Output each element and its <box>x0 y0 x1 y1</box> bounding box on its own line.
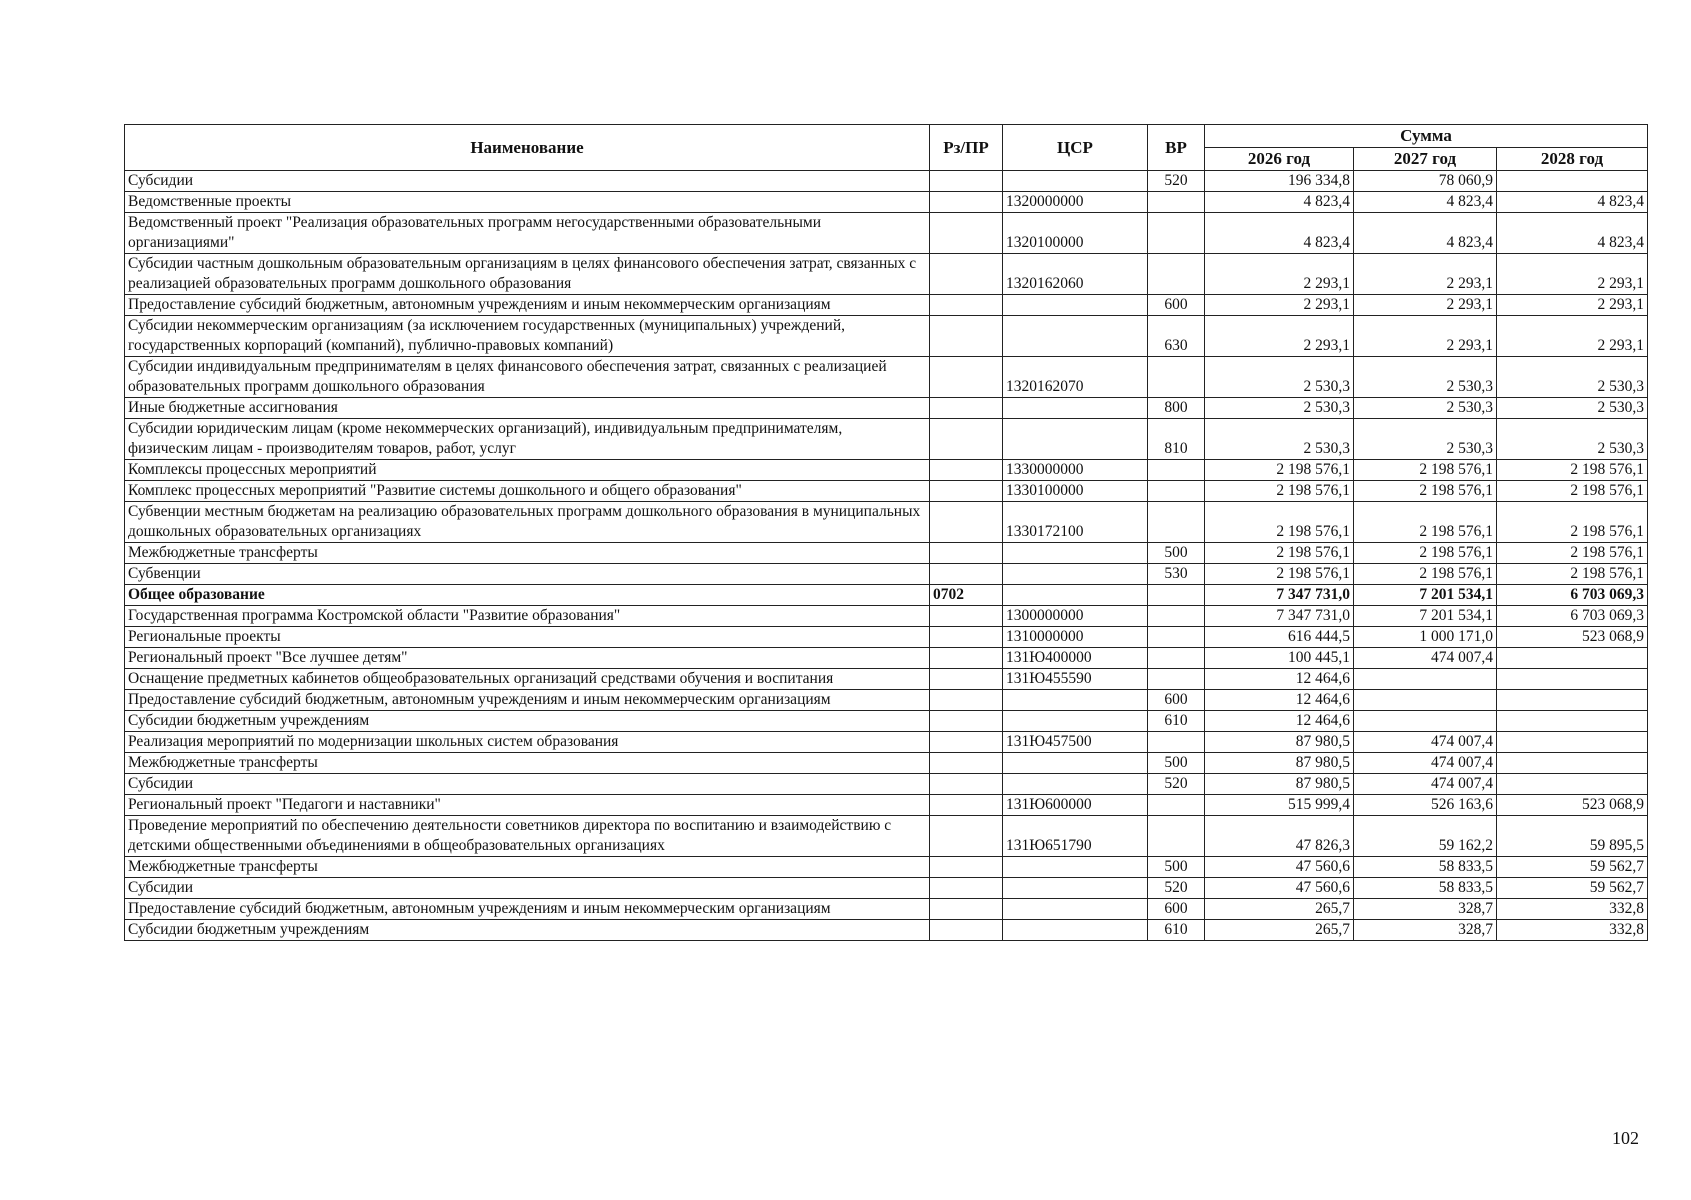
cell-2027 <box>1354 669 1497 690</box>
cell-name: Оснащение предметных кабинетов общеобразовательных организаций средствами обучения и воспитания <box>125 669 930 690</box>
table-row <box>125 816 1648 857</box>
cell-csr: 131Ю600000 <box>1003 795 1148 816</box>
cell-2026: 12 464,6 <box>1205 690 1354 711</box>
cell-name: Общее образование <box>125 585 930 606</box>
cell-csr <box>1003 295 1148 316</box>
page-number: 102 <box>1612 1128 1639 1148</box>
cell-rzpr <box>930 254 1003 295</box>
cell-csr <box>1003 398 1148 419</box>
cell-vr: 600 <box>1148 690 1205 711</box>
cell-csr: 1320100000 <box>1003 213 1148 254</box>
cell-csr: 1300000000 <box>1003 606 1148 627</box>
cell-2027: 4 823,4 <box>1354 213 1497 254</box>
cell-2028 <box>1497 669 1648 690</box>
cell-2026: 4 823,4 <box>1205 213 1354 254</box>
cell-2028 <box>1497 171 1648 192</box>
cell-2028: 4 823,4 <box>1497 213 1648 254</box>
cell-csr: 1330172100 <box>1003 502 1148 543</box>
table-row <box>125 171 1648 192</box>
cell-rzpr <box>930 213 1003 254</box>
cell-rzpr <box>930 357 1003 398</box>
cell-2027: 474 007,4 <box>1354 732 1497 753</box>
cell-2028: 6 703 069,3 <box>1497 606 1648 627</box>
cell-2027: 526 163,6 <box>1354 795 1497 816</box>
cell-2026: 47 560,6 <box>1205 878 1354 899</box>
cell-2026: 2 530,3 <box>1205 357 1354 398</box>
cell-csr: 131Ю457500 <box>1003 732 1148 753</box>
cell-2026: 2 198 576,1 <box>1205 564 1354 585</box>
header-year-2027: 2027 год <box>1354 148 1497 171</box>
cell-rzpr <box>930 878 1003 899</box>
cell-name: Предоставление субсидий бюджетным, автономным учреждениям и иным некоммерческим организациям <box>125 899 930 920</box>
cell-vr <box>1148 732 1205 753</box>
cell-rzpr <box>930 816 1003 857</box>
cell-name: Субсидии бюджетным учреждениям <box>125 920 930 941</box>
cell-rzpr <box>930 690 1003 711</box>
cell-csr: 1330100000 <box>1003 481 1148 502</box>
cell-csr <box>1003 753 1148 774</box>
budget-table <box>124 124 1648 941</box>
cell-vr <box>1148 816 1205 857</box>
cell-name: Иные бюджетные ассигнования <box>125 398 930 419</box>
cell-name: Комплекс процессных мероприятий "Развитие системы дошкольного и общего образования" <box>125 481 930 502</box>
cell-2026: 2 293,1 <box>1205 254 1354 295</box>
table-row <box>125 899 1648 920</box>
cell-vr: 520 <box>1148 774 1205 795</box>
cell-rzpr <box>930 419 1003 460</box>
cell-csr <box>1003 316 1148 357</box>
cell-vr: 520 <box>1148 878 1205 899</box>
cell-2027: 2 530,3 <box>1354 357 1497 398</box>
cell-2027: 328,7 <box>1354 920 1497 941</box>
cell-2028: 59 562,7 <box>1497 857 1648 878</box>
table-row <box>125 732 1648 753</box>
cell-vr: 500 <box>1148 857 1205 878</box>
cell-2027: 1 000 171,0 <box>1354 627 1497 648</box>
cell-rzpr <box>930 753 1003 774</box>
cell-name: Субвенции <box>125 564 930 585</box>
cell-csr: 131Ю400000 <box>1003 648 1148 669</box>
cell-2028: 332,8 <box>1497 920 1648 941</box>
cell-2028: 2 198 576,1 <box>1497 481 1648 502</box>
cell-2026: 616 444,5 <box>1205 627 1354 648</box>
cell-name: Субсидии <box>125 878 930 899</box>
cell-2028 <box>1497 732 1648 753</box>
cell-2027: 78 060,9 <box>1354 171 1497 192</box>
cell-rzpr <box>930 481 1003 502</box>
cell-rzpr <box>930 564 1003 585</box>
cell-2027: 2 198 576,1 <box>1354 481 1497 502</box>
cell-2026: 2 530,3 <box>1205 419 1354 460</box>
cell-vr: 810 <box>1148 419 1205 460</box>
cell-2026: 4 823,4 <box>1205 192 1354 213</box>
cell-2028: 2 198 576,1 <box>1497 564 1648 585</box>
table-row <box>125 192 1648 213</box>
table-row <box>125 481 1648 502</box>
cell-vr <box>1148 669 1205 690</box>
cell-name: Субсидии <box>125 171 930 192</box>
cell-2028 <box>1497 774 1648 795</box>
table-row <box>125 460 1648 481</box>
cell-name: Межбюджетные трансферты <box>125 543 930 564</box>
cell-name: Государственная программа Костромской области "Развитие образования" <box>125 606 930 627</box>
cell-name: Субсидии частным дошкольным образовательным организациям в целях финансового обеспечения затрат, связанных с реализацией образовательных программ дошкольного образования <box>125 254 930 295</box>
cell-vr: 600 <box>1148 899 1205 920</box>
table-row <box>125 213 1648 254</box>
cell-2027: 2 293,1 <box>1354 316 1497 357</box>
cell-csr: 1320162070 <box>1003 357 1148 398</box>
cell-vr <box>1148 213 1205 254</box>
cell-2026: 100 445,1 <box>1205 648 1354 669</box>
cell-vr: 800 <box>1148 398 1205 419</box>
cell-name: Субсидии <box>125 774 930 795</box>
cell-2026: 2 198 576,1 <box>1205 460 1354 481</box>
table-row <box>125 398 1648 419</box>
cell-csr <box>1003 878 1148 899</box>
cell-name: Межбюджетные трансферты <box>125 753 930 774</box>
cell-rzpr <box>930 316 1003 357</box>
cell-vr: 520 <box>1148 171 1205 192</box>
cell-vr <box>1148 254 1205 295</box>
cell-name: Региональный проект "Педагоги и наставники" <box>125 795 930 816</box>
cell-2026: 87 980,5 <box>1205 732 1354 753</box>
table-row <box>125 690 1648 711</box>
cell-csr: 131Ю455590 <box>1003 669 1148 690</box>
cell-2027: 474 007,4 <box>1354 774 1497 795</box>
cell-csr <box>1003 690 1148 711</box>
cell-rzpr <box>930 398 1003 419</box>
cell-2026: 87 980,5 <box>1205 774 1354 795</box>
cell-2027: 58 833,5 <box>1354 857 1497 878</box>
cell-2028: 4 823,4 <box>1497 192 1648 213</box>
cell-2028: 59 562,7 <box>1497 878 1648 899</box>
cell-2028: 332,8 <box>1497 899 1648 920</box>
cell-rzpr <box>930 899 1003 920</box>
cell-rzpr <box>930 171 1003 192</box>
cell-2027: 4 823,4 <box>1354 192 1497 213</box>
cell-2026: 12 464,6 <box>1205 669 1354 690</box>
cell-2028 <box>1497 753 1648 774</box>
cell-2027: 328,7 <box>1354 899 1497 920</box>
cell-vr <box>1148 648 1205 669</box>
cell-2026: 87 980,5 <box>1205 753 1354 774</box>
table-row <box>125 753 1648 774</box>
cell-rzpr <box>930 774 1003 795</box>
cell-2028: 2 293,1 <box>1497 295 1648 316</box>
table-row <box>125 795 1648 816</box>
cell-2028: 6 703 069,3 <box>1497 585 1648 606</box>
cell-csr: 1320000000 <box>1003 192 1148 213</box>
cell-vr <box>1148 192 1205 213</box>
cell-2027: 2 293,1 <box>1354 295 1497 316</box>
cell-2027: 7 201 534,1 <box>1354 585 1497 606</box>
cell-2026: 196 334,8 <box>1205 171 1354 192</box>
table-row <box>125 711 1648 732</box>
header-year-2026: 2026 год <box>1205 148 1354 171</box>
cell-vr <box>1148 585 1205 606</box>
cell-rzpr <box>930 543 1003 564</box>
cell-name: Межбюджетные трансферты <box>125 857 930 878</box>
table-row <box>125 254 1648 295</box>
table-row <box>125 774 1648 795</box>
cell-rzpr <box>930 857 1003 878</box>
cell-name: Субсидии юридическим лицам (кроме некоммерческих организаций), индивидуальным предпринимателям, физическим лицам - производителям товаров, работ, услуг <box>125 419 930 460</box>
cell-csr <box>1003 711 1148 732</box>
cell-rzpr <box>930 920 1003 941</box>
cell-rzpr <box>930 460 1003 481</box>
cell-2028: 2 198 576,1 <box>1497 543 1648 564</box>
table-body <box>125 171 1648 941</box>
cell-2026: 265,7 <box>1205 920 1354 941</box>
cell-2026: 515 999,4 <box>1205 795 1354 816</box>
cell-csr <box>1003 419 1148 460</box>
cell-rzpr <box>930 295 1003 316</box>
cell-2028 <box>1497 711 1648 732</box>
cell-2026: 2 293,1 <box>1205 295 1354 316</box>
cell-csr <box>1003 920 1148 941</box>
table-row <box>125 502 1648 543</box>
cell-2027 <box>1354 690 1497 711</box>
cell-name: Субвенции местным бюджетам на реализацию образовательных программ дошкольного образования в муниципальных дошкольных образовательных организациях <box>125 502 930 543</box>
table-row <box>125 627 1648 648</box>
cell-rzpr <box>930 669 1003 690</box>
cell-2027: 58 833,5 <box>1354 878 1497 899</box>
cell-name: Комплексы процессных мероприятий <box>125 460 930 481</box>
cell-name: Субсидии индивидуальным предпринимателям в целях финансового обеспечения затрат, связанных с реализацией образовательных программ дошкольного образования <box>125 357 930 398</box>
cell-name: Субсидии бюджетным учреждениям <box>125 711 930 732</box>
table-row <box>125 543 1648 564</box>
cell-2028: 2 293,1 <box>1497 254 1648 295</box>
table-row <box>125 920 1648 941</box>
cell-name: Региональный проект "Все лучшее детям" <box>125 648 930 669</box>
cell-name: Предоставление субсидий бюджетным, автономным учреждениям и иным некоммерческим организациям <box>125 690 930 711</box>
cell-2028 <box>1497 648 1648 669</box>
cell-name: Ведомственный проект "Реализация образовательных программ негосударственными образовательными организациями" <box>125 213 930 254</box>
cell-2028: 523 068,9 <box>1497 627 1648 648</box>
cell-2026: 7 347 731,0 <box>1205 606 1354 627</box>
cell-2026: 2 198 576,1 <box>1205 502 1354 543</box>
cell-2028: 2 198 576,1 <box>1497 460 1648 481</box>
cell-2027: 2 293,1 <box>1354 254 1497 295</box>
cell-vr: 600 <box>1148 295 1205 316</box>
cell-csr: 1320162060 <box>1003 254 1148 295</box>
cell-2027: 474 007,4 <box>1354 648 1497 669</box>
cell-2027 <box>1354 711 1497 732</box>
table-row <box>125 648 1648 669</box>
cell-rzpr <box>930 648 1003 669</box>
cell-csr <box>1003 899 1148 920</box>
cell-name: Предоставление субсидий бюджетным, автономным учреждениям и иным некоммерческим организациям <box>125 295 930 316</box>
header-name: Наименование <box>125 125 930 171</box>
cell-2028 <box>1497 690 1648 711</box>
cell-2028: 59 895,5 <box>1497 816 1648 857</box>
table-row <box>125 419 1648 460</box>
cell-2028: 2 530,3 <box>1497 398 1648 419</box>
cell-rzpr: 0702 <box>930 585 1003 606</box>
table-row <box>125 857 1648 878</box>
cell-2027: 2 198 576,1 <box>1354 502 1497 543</box>
cell-rzpr <box>930 732 1003 753</box>
cell-2028: 2 530,3 <box>1497 357 1648 398</box>
cell-2027: 2 530,3 <box>1354 419 1497 460</box>
cell-rzpr <box>930 711 1003 732</box>
cell-csr <box>1003 585 1148 606</box>
cell-csr: 131Ю651790 <box>1003 816 1148 857</box>
cell-2028: 2 293,1 <box>1497 316 1648 357</box>
header-vr: ВР <box>1148 125 1205 171</box>
header-csr: ЦСР <box>1003 125 1148 171</box>
cell-vr <box>1148 460 1205 481</box>
cell-2027: 2 198 576,1 <box>1354 543 1497 564</box>
header-year-2028: 2028 год <box>1497 148 1648 171</box>
cell-2027: 2 198 576,1 <box>1354 564 1497 585</box>
cell-2028: 2 530,3 <box>1497 419 1648 460</box>
cell-2026: 2 198 576,1 <box>1205 543 1354 564</box>
cell-csr <box>1003 857 1148 878</box>
cell-2027: 59 162,2 <box>1354 816 1497 857</box>
cell-rzpr <box>930 192 1003 213</box>
cell-name: Реализация мероприятий по модернизации школьных систем образования <box>125 732 930 753</box>
table-row <box>125 585 1648 606</box>
cell-2026: 47 826,3 <box>1205 816 1354 857</box>
cell-vr: 610 <box>1148 711 1205 732</box>
cell-2026: 265,7 <box>1205 899 1354 920</box>
cell-vr <box>1148 627 1205 648</box>
cell-csr <box>1003 543 1148 564</box>
cell-rzpr <box>930 502 1003 543</box>
cell-rzpr <box>930 627 1003 648</box>
table-row <box>125 564 1648 585</box>
cell-csr <box>1003 171 1148 192</box>
cell-2027: 2 530,3 <box>1354 398 1497 419</box>
cell-csr <box>1003 564 1148 585</box>
cell-vr <box>1148 481 1205 502</box>
cell-2026: 2 198 576,1 <box>1205 481 1354 502</box>
cell-name: Проведение мероприятий по обеспечению деятельности советников директора по воспитанию и взаимодействию с детскими общественными объединениями в общеобразовательных организациях <box>125 816 930 857</box>
table-row <box>125 878 1648 899</box>
header-rzpr: Рз/ПР <box>930 125 1003 171</box>
cell-vr: 500 <box>1148 543 1205 564</box>
table-row <box>125 606 1648 627</box>
cell-2026: 2 530,3 <box>1205 398 1354 419</box>
cell-vr <box>1148 357 1205 398</box>
table-row <box>125 357 1648 398</box>
cell-csr: 1310000000 <box>1003 627 1148 648</box>
header-sum: Сумма <box>1205 125 1648 148</box>
cell-2026: 12 464,6 <box>1205 711 1354 732</box>
cell-2027: 2 198 576,1 <box>1354 460 1497 481</box>
cell-2028: 2 198 576,1 <box>1497 502 1648 543</box>
cell-2028: 523 068,9 <box>1497 795 1648 816</box>
cell-rzpr <box>930 606 1003 627</box>
table-row <box>125 316 1648 357</box>
cell-vr: 500 <box>1148 753 1205 774</box>
cell-rzpr <box>930 795 1003 816</box>
table-row <box>125 669 1648 690</box>
table-row <box>125 295 1648 316</box>
cell-vr <box>1148 502 1205 543</box>
cell-2026: 2 293,1 <box>1205 316 1354 357</box>
cell-2027: 7 201 534,1 <box>1354 606 1497 627</box>
cell-2026: 47 560,6 <box>1205 857 1354 878</box>
cell-vr <box>1148 795 1205 816</box>
cell-vr <box>1148 606 1205 627</box>
cell-2026: 7 347 731,0 <box>1205 585 1354 606</box>
cell-name: Региональные проекты <box>125 627 930 648</box>
cell-name: Ведомственные проекты <box>125 192 930 213</box>
cell-name: Субсидии некоммерческим организациям (за исключением государственных (муниципальных) учреждений, государственных корпораций (компаний), публично-правовых компаний) <box>125 316 930 357</box>
cell-vr: 630 <box>1148 316 1205 357</box>
cell-csr <box>1003 774 1148 795</box>
cell-vr: 610 <box>1148 920 1205 941</box>
cell-vr: 530 <box>1148 564 1205 585</box>
cell-2027: 474 007,4 <box>1354 753 1497 774</box>
cell-csr: 1330000000 <box>1003 460 1148 481</box>
